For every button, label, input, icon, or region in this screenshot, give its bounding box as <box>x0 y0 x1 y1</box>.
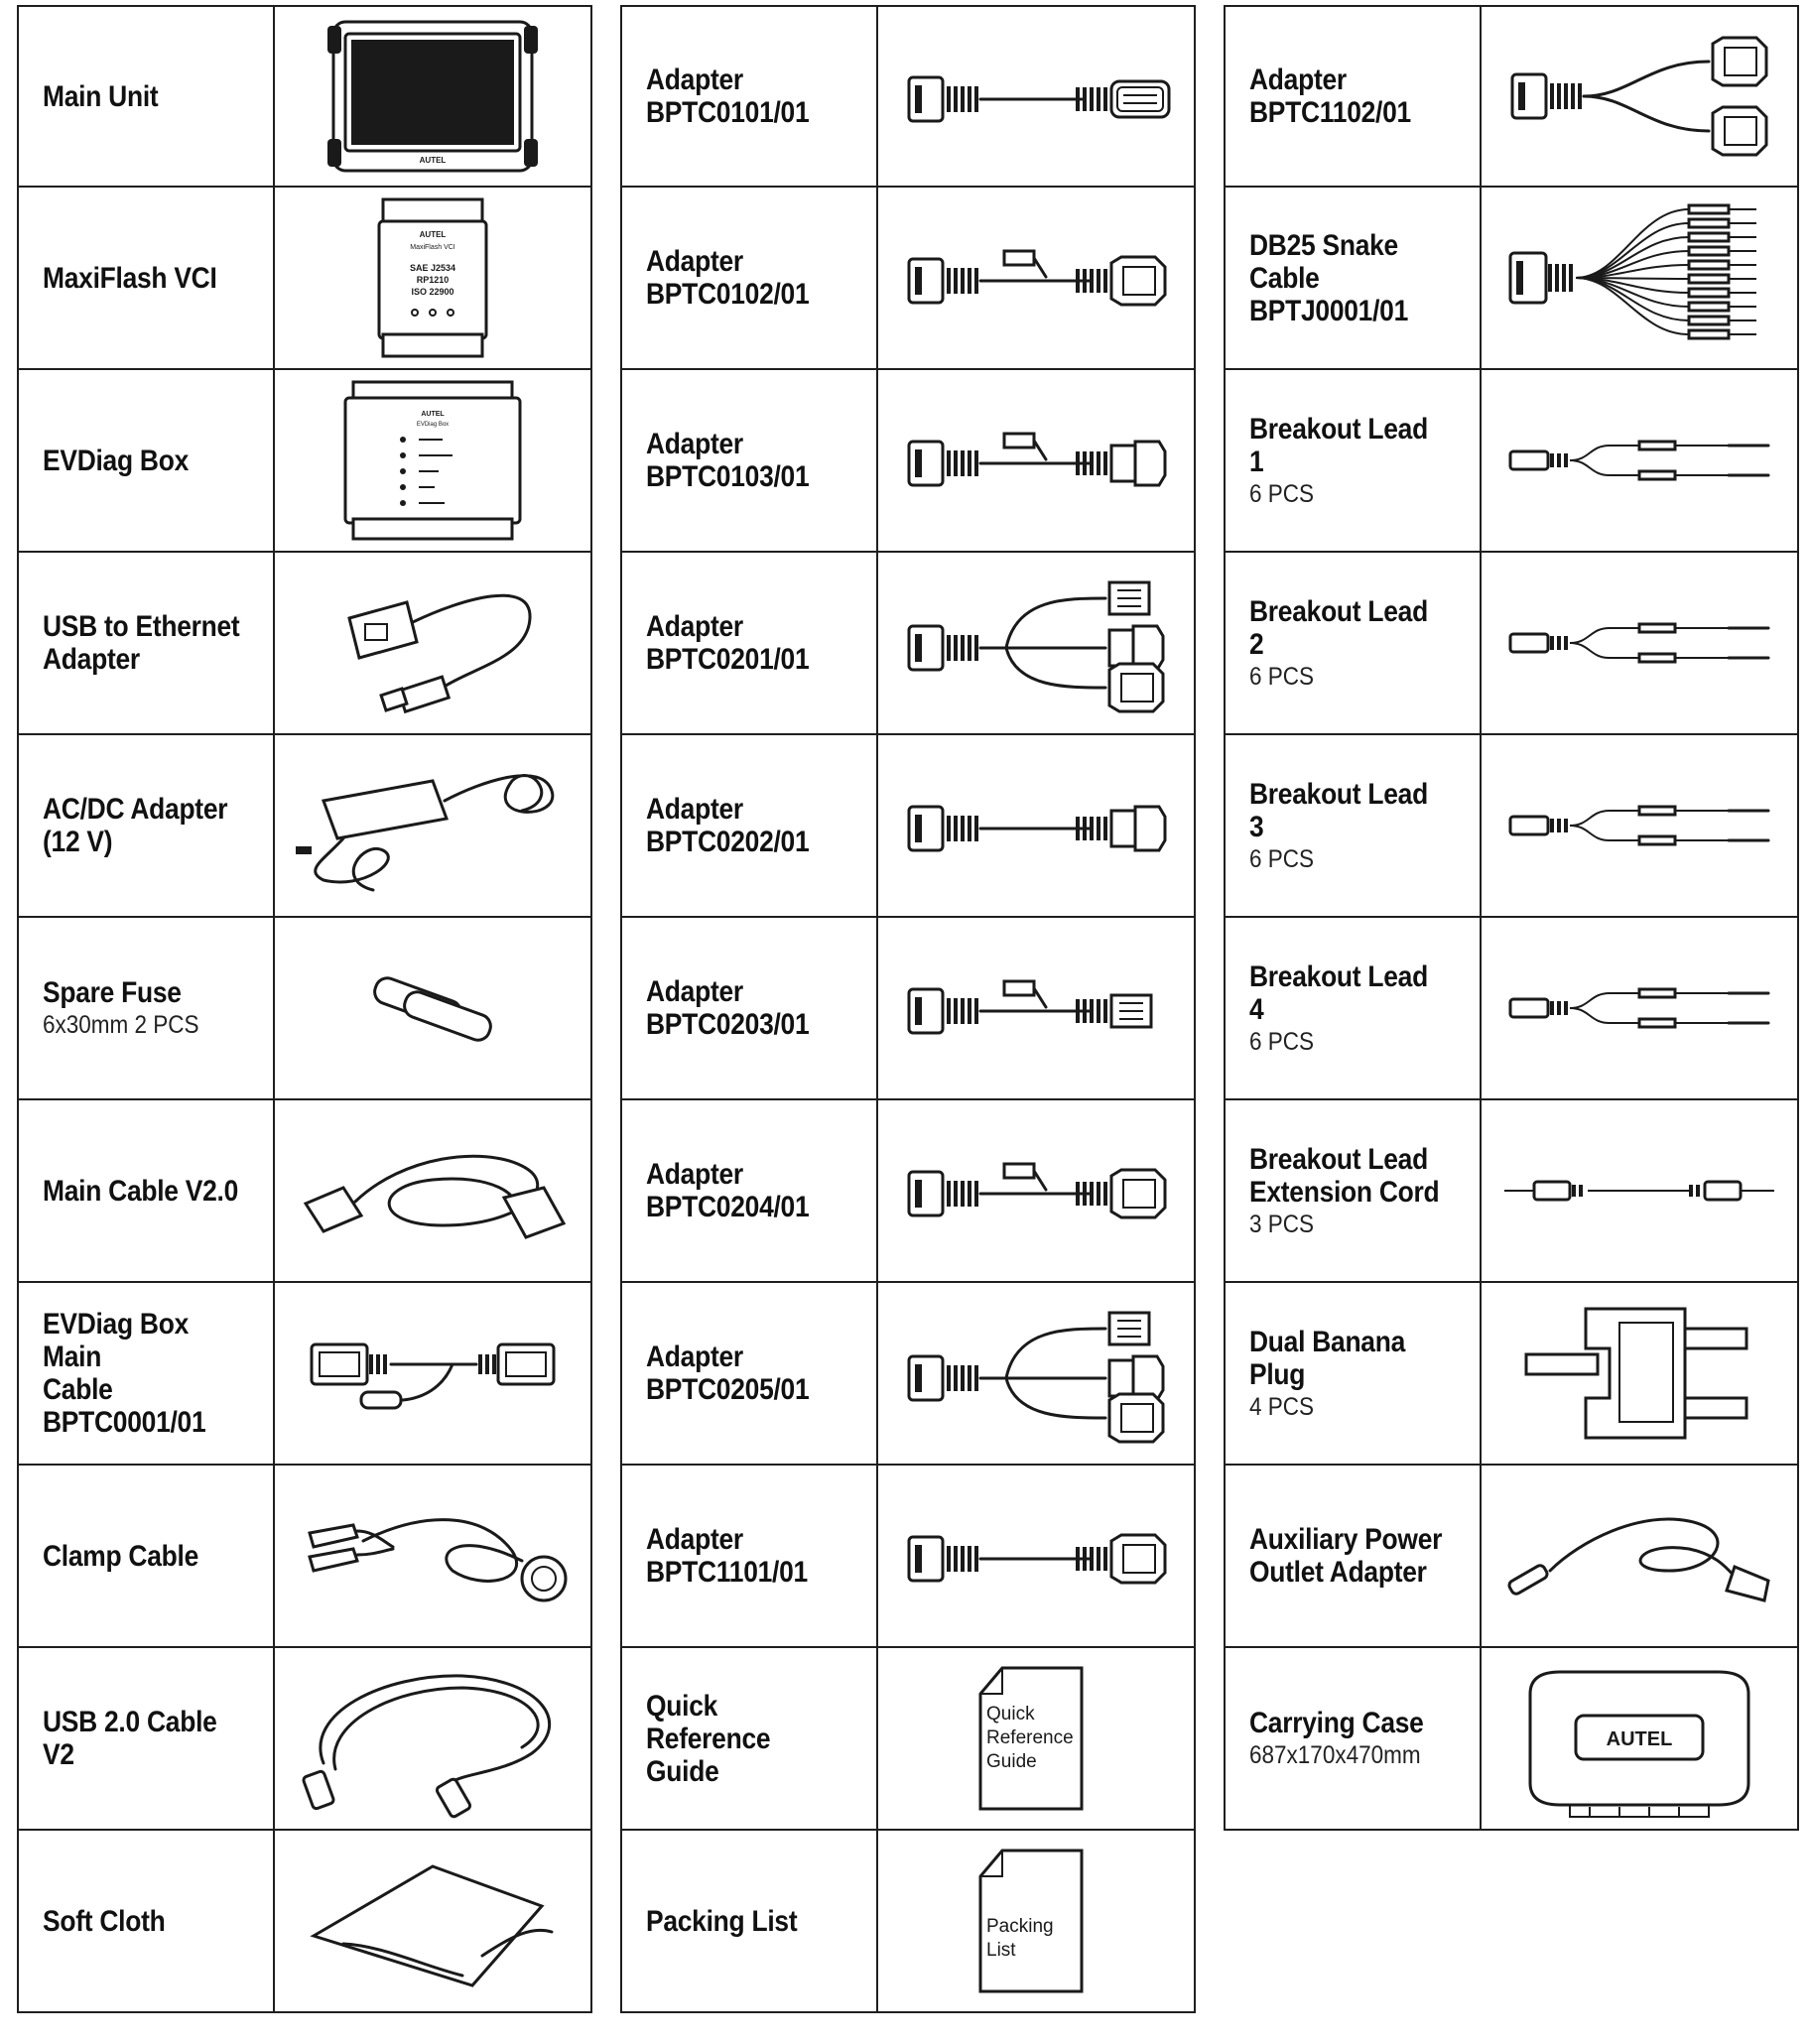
package-item-adapter-bptc1102-01 <box>1224 5 1799 188</box>
column-right <box>1224 5 1799 1831</box>
package-item-adapter-bptc0201-01 <box>620 553 1196 735</box>
package-item-adapter-bptc0203-01 <box>620 918 1196 1100</box>
item-name: Adapter BPTC1101/01 <box>646 1523 808 1589</box>
adapter-cable-icon <box>878 918 1194 1098</box>
package-item-breakout-lead-1 <box>1224 370 1799 553</box>
item-name: Breakout Lead Extension Cord <box>1249 1142 1440 1209</box>
svg-text:Packing: Packing <box>986 1916 1054 1937</box>
svg-text:Reference: Reference <box>986 1727 1074 1748</box>
package-item-packing-list <box>620 1831 1196 2013</box>
item-name: DB25 Snake Cable BPTJ0001/01 <box>1249 228 1409 327</box>
package-item-breakout-lead-2 <box>1224 553 1799 735</box>
package-item-soft-cloth <box>17 1831 592 2013</box>
item-label <box>1226 918 1482 1098</box>
banana-plug-icon <box>1482 1283 1797 1464</box>
item-name: Packing List <box>646 1904 798 1938</box>
item-label <box>1226 1283 1482 1464</box>
item-name: USB 2.0 Cable V2 <box>43 1706 217 1771</box>
svg-text:ISO 22900: ISO 22900 <box>411 287 454 297</box>
item-label <box>19 735 275 916</box>
svg-text:List: List <box>986 1940 1016 1961</box>
item-name: Dual Banana Plug <box>1249 1325 1406 1391</box>
adapter-cable-icon <box>878 735 1194 916</box>
package-item-quick-reference-guide <box>620 1648 1196 1831</box>
item-label <box>622 553 878 733</box>
item-label <box>622 7 878 186</box>
item-name: AC/DC Adapter (12 V) <box>43 793 228 858</box>
tablet-icon <box>275 7 590 186</box>
item-name: Breakout Lead 4 <box>1249 959 1428 1026</box>
item-name: Spare Fuse <box>43 976 182 1009</box>
item-name: Main Cable V2.0 <box>43 1174 239 1208</box>
item-name: Adapter BPTC0204/01 <box>646 1158 810 1223</box>
item-name: Adapter BPTC1102/01 <box>1249 64 1411 129</box>
item-name: Clamp Cable <box>43 1539 199 1573</box>
package-item-breakout-lead-3 <box>1224 735 1799 918</box>
svg-text:Quick: Quick <box>986 1704 1035 1725</box>
document-icon <box>878 1648 1194 1829</box>
main-cable-icon <box>275 1100 590 1281</box>
item-name: Adapter BPTC0205/01 <box>646 1341 810 1406</box>
package-item-adapter-bptc1101-01 <box>620 1466 1196 1648</box>
package-item-spare-fuse <box>17 918 592 1100</box>
item-quantity: 6 PCS <box>1249 479 1315 508</box>
item-label <box>622 1831 878 2011</box>
package-item-adapter-bptc0102-01 <box>620 188 1196 370</box>
item-quantity: 4 PCS <box>1249 1392 1315 1421</box>
package-item-dual-banana-plug <box>1224 1283 1799 1466</box>
package-item-usb-to-ethernet-adapter <box>17 553 592 735</box>
snake-cable-icon <box>1482 188 1797 368</box>
package-item-adapter-bptc0202-01 <box>620 735 1196 918</box>
item-label <box>1226 553 1482 733</box>
svg-text:SAE J2534: SAE J2534 <box>409 263 456 273</box>
package-item-adapter-bptc0205-01 <box>620 1283 1196 1466</box>
breakout-lead-icon <box>1482 370 1797 551</box>
item-label <box>1226 1100 1482 1281</box>
extension-cord-icon <box>1482 1100 1797 1281</box>
item-name: EVDiag Box Main Cable BPTC0001/01 <box>43 1308 206 1439</box>
package-item-adapter-bptc0103-01 <box>620 370 1196 553</box>
item-label <box>622 1648 878 1829</box>
item-label <box>19 918 275 1098</box>
item-name: Adapter BPTC0203/01 <box>646 975 810 1041</box>
item-name: Adapter BPTC0202/01 <box>646 793 810 858</box>
item-label <box>1226 370 1482 551</box>
item-label <box>622 188 878 368</box>
adapter-cable-icon <box>878 188 1194 368</box>
column-left <box>17 5 592 2013</box>
item-name: Main Unit <box>43 79 159 113</box>
svg-text:EVDiag Box: EVDiag Box <box>416 422 450 428</box>
item-label <box>19 1283 275 1464</box>
item-name: Breakout Lead 1 <box>1249 412 1428 478</box>
item-label <box>1226 188 1482 368</box>
item-label <box>622 1100 878 1281</box>
usb-cable-icon <box>275 1648 590 1829</box>
item-label <box>19 1648 275 1829</box>
y-adapter-icon <box>1482 7 1797 186</box>
package-item-adapter-bptc0101-01 <box>620 5 1196 188</box>
item-name: Adapter BPTC0103/01 <box>646 428 810 493</box>
package-item-usb-2-0-cable-v2 <box>17 1648 592 1831</box>
item-quantity: 6 PCS <box>1249 1027 1315 1056</box>
item-quantity: 6x30mm 2 PCS <box>43 1011 199 1039</box>
package-item-adapter-bptc0204-01 <box>620 1100 1196 1283</box>
svg-text:MaxiFlash VCI: MaxiFlash VCI <box>410 244 455 251</box>
breakout-lead-icon <box>1482 735 1797 916</box>
item-label <box>622 735 878 916</box>
item-quantity: 3 PCS <box>1249 1210 1315 1238</box>
breakout-lead-icon <box>1482 553 1797 733</box>
item-label <box>1226 7 1482 186</box>
item-label <box>1226 735 1482 916</box>
package-item-db25-snake-cable-bptj0001-01 <box>1224 188 1799 370</box>
three-way-adapter-icon <box>878 553 1194 733</box>
adapter-cable-icon <box>878 370 1194 551</box>
item-name: Auxiliary Power Outlet Adapter <box>1249 1523 1443 1589</box>
item-label <box>1226 1648 1482 1829</box>
item-name: Breakout Lead 3 <box>1249 777 1428 843</box>
package-item-main-cable-v2-0 <box>17 1100 592 1283</box>
item-name: Breakout Lead 2 <box>1249 594 1428 661</box>
item-name: EVDiag Box <box>43 444 190 477</box>
item-quantity: 687x170x470mm <box>1249 1741 1421 1769</box>
db-cable-icon <box>275 1283 590 1464</box>
item-name: Adapter BPTC0201/01 <box>646 610 810 676</box>
vci-device-icon <box>275 188 590 368</box>
item-label <box>19 188 275 368</box>
package-item-evdiag-box-main-cable-bptc0001-01 <box>17 1283 592 1466</box>
package-item-evdiag-box <box>17 370 592 553</box>
item-label <box>19 370 275 551</box>
cloth-icon <box>275 1831 590 2011</box>
adapter-cable-icon <box>878 1100 1194 1281</box>
item-name: USB to Ethernet Adapter <box>43 610 240 676</box>
cigarette-adapter-icon <box>1482 1466 1797 1646</box>
svg-text:RP1210: RP1210 <box>416 275 450 285</box>
column-middle <box>620 5 1196 2013</box>
package-item-breakout-lead-4 <box>1224 918 1799 1100</box>
power-adapter-icon <box>275 735 590 916</box>
svg-text:AUTEL: AUTEL <box>419 156 447 165</box>
fuse-icon <box>275 918 590 1098</box>
item-quantity: 6 PCS <box>1249 662 1315 691</box>
package-item-breakout-lead-extension-cord <box>1224 1100 1799 1283</box>
item-name: Quick Reference Guide <box>646 1689 771 1788</box>
clamp-cable-icon <box>275 1466 590 1646</box>
item-name: MaxiFlash VCI <box>43 261 217 295</box>
item-label <box>622 918 878 1098</box>
document-icon <box>878 1831 1194 2011</box>
item-label <box>1226 1466 1482 1646</box>
carrying-case-icon <box>1482 1648 1797 1829</box>
item-label <box>19 7 275 186</box>
package-item-maxiflash-vci <box>17 188 592 370</box>
item-label <box>622 1283 878 1464</box>
item-name: Adapter BPTC0101/01 <box>646 64 810 129</box>
package-item-clamp-cable <box>17 1466 592 1648</box>
item-quantity: 6 PCS <box>1249 844 1315 873</box>
package-item-main-unit <box>17 5 592 188</box>
adapter-cable-icon <box>878 1466 1194 1646</box>
adapter-cable-icon <box>878 7 1194 186</box>
svg-text:AUTEL: AUTEL <box>1606 1728 1673 1750</box>
item-name: Soft Cloth <box>43 1904 166 1938</box>
item-label <box>19 553 275 733</box>
item-label <box>622 1466 878 1646</box>
three-way-adapter-icon <box>878 1283 1194 1464</box>
evdiag-box-icon <box>275 370 590 551</box>
item-label <box>19 1831 275 2011</box>
item-label <box>19 1100 275 1281</box>
item-label <box>19 1466 275 1646</box>
package-item-ac-dc-adapter-12-v <box>17 735 592 918</box>
breakout-lead-icon <box>1482 918 1797 1098</box>
item-label <box>622 370 878 551</box>
package-item-carrying-case <box>1224 1648 1799 1831</box>
package-item-auxiliary-power-outlet-adapter <box>1224 1466 1799 1648</box>
svg-text:AUTEL: AUTEL <box>419 230 447 239</box>
item-name: Adapter BPTC0102/01 <box>646 245 810 311</box>
svg-text:Guide: Guide <box>986 1751 1037 1772</box>
usb-ethernet-adapter-icon <box>275 553 590 733</box>
svg-text:AUTEL: AUTEL <box>421 411 445 418</box>
item-name: Carrying Case <box>1249 1707 1424 1739</box>
